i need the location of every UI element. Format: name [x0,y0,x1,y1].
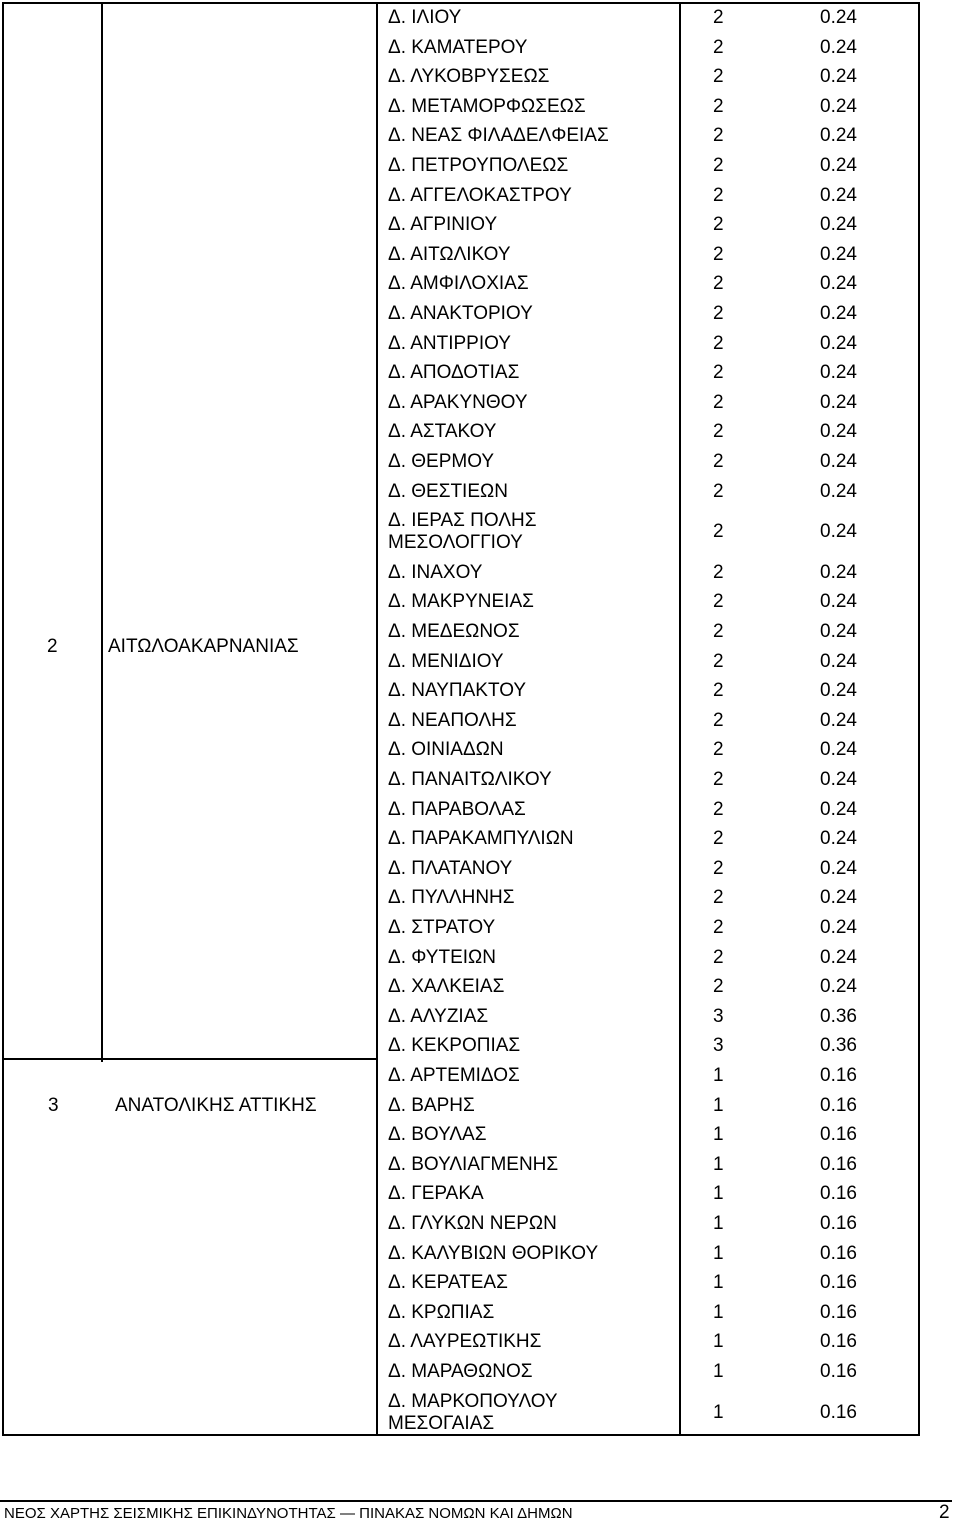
municipality-name: Δ. ΓΛΥΚΩΝ ΝΕΡΩΝ [388,1213,557,1234]
prefecture-number: 2 [47,635,58,657]
seismic-zone: 1 [713,1183,724,1205]
ground-acceleration: 0.24 [820,66,857,88]
ground-acceleration: 0.24 [820,95,857,117]
municipality-name: Δ. ΑΠΟΔΟΤΙΑΣ [388,362,520,384]
municipality-name: Δ. ΝΕΑΣ ΦΙΛΑΔΕΛΦΕΙΑΣ [388,125,609,147]
seismic-zone: 1 [713,1272,724,1294]
municipality-name-line2: ΜΕΣΟΛΟΓΓΙΟΥ [388,532,523,554]
seismic-zone: 2 [713,857,724,879]
seismic-zone: 2 [713,243,724,265]
ground-acceleration: 0.16 [820,1401,857,1423]
seismic-zone: 2 [713,828,724,850]
footer-title: ΝΕΟΣ ΧΑΡΤΗΣ ΣΕΙΣΜΙΚΗΣ ΕΠΙΚΙΝΔΥΝΟΤΗΤΑΣ ― ΠΙΝΑΚΑΣ ΝΟΜΩΝ ΚΑΙ ΔΗΜΩΝ [4,1505,573,1522]
ground-acceleration: 0.16 [820,1301,857,1323]
seismic-zone: 1 [713,1301,724,1323]
prefecture-name: ΑΙΤΩΛΟΑΚΑΡΝΑΝΙΑΣ [108,635,299,657]
municipality-name: Δ. ΛΥΚΟΒΡΥΣΕΩΣ [388,66,550,88]
seismic-zone: 2 [713,650,724,672]
municipality-name: Δ. ΑΓΡΙΝΙΟΥ [388,214,498,236]
ground-acceleration: 0.24 [820,391,857,413]
seismic-zone: 3 [713,1005,724,1027]
seismic-zone: 1 [713,1153,724,1175]
municipality-name: Δ. ΑΡΑΚΥΝΘΟΥ [388,391,528,413]
seismic-zone: 3 [713,1035,724,1057]
table-border-left [2,2,4,1436]
ground-acceleration: 0.24 [820,887,857,909]
ground-acceleration: 0.24 [820,591,857,613]
seismic-zone: 2 [713,680,724,702]
seismic-zone: 2 [713,480,724,502]
municipality-name: Δ. ΑΝΑΚΤΟΡΙΟΥ [388,303,533,324]
seismic-zone: 2 [713,273,724,295]
municipality-name: Δ. ΒΟΥΛΙΑΓΜΕΝΗΣ [388,1153,559,1175]
ground-acceleration: 0.24 [820,273,857,295]
seismic-zone: 1 [713,1242,724,1264]
ground-acceleration: 0.24 [820,621,857,642]
seismic-zone: 2 [713,303,724,324]
seismic-zone: 2 [713,7,724,28]
seismic-zone: 1 [713,1361,724,1382]
seismic-zone: 1 [713,1331,724,1353]
ground-acceleration: 0.24 [820,243,857,265]
municipality-name: Δ. ΑΛΥΖΙΑΣ [388,1005,489,1027]
seismic-zone: 1 [713,1124,724,1146]
seismic-zone: 2 [713,621,724,642]
ground-acceleration: 0.36 [820,1005,857,1027]
ground-acceleration: 0.16 [820,1124,857,1146]
municipality-name: Δ. ΠΑΡΑΒΟΛΑΣ [388,798,526,820]
seismic-zone: 2 [713,391,724,413]
seismic-zone: 2 [713,66,724,88]
seismic-zone: 2 [713,521,724,543]
municipality-name: Δ. ΒΟΥΛΑΣ [388,1124,487,1146]
seismic-zone: 2 [713,769,724,790]
ground-acceleration: 0.16 [820,1065,857,1086]
footer-rule [0,1500,952,1502]
municipality-name: Δ. ΚΕΚΡΟΠΙΑΣ [388,1035,521,1057]
seismic-zone: 2 [713,561,724,583]
table-border-right [918,2,920,1436]
ground-acceleration: 0.24 [820,917,857,938]
municipality-name: Δ. ΚΡΩΠΙΑΣ [388,1301,495,1323]
seismic-zone: 2 [713,739,724,761]
seismic-zone: 2 [713,451,724,472]
ground-acceleration: 0.24 [820,650,857,672]
municipality-name: Δ. ΓΕΡΑΚΑ [388,1183,484,1205]
ground-acceleration: 0.16 [820,1242,857,1264]
municipality-name: Δ. ΑΣΤΑΚΟΥ [388,421,497,443]
ground-acceleration: 0.16 [820,1361,857,1382]
municipality-name: Δ. ΑΝΤΙΡΡΙΟΥ [388,332,511,354]
municipality-name: Δ. ΝΕΑΠΟΛΗΣ [388,709,517,731]
municipality-name: Δ. ΒΑΡΗΣ [388,1094,475,1116]
ground-acceleration: 0.24 [820,451,857,472]
seismic-zone: 2 [713,184,724,206]
ground-acceleration: 0.24 [820,561,857,583]
table-border-top [2,2,920,4]
ground-acceleration: 0.24 [820,709,857,731]
ground-acceleration: 0.24 [820,7,857,28]
ground-acceleration: 0.24 [820,332,857,354]
municipality-name: Δ. ΚΑΜΑΤΕΡΟΥ [388,36,528,58]
municipality-name: Δ. ΜΕΝΙΔΙΟΥ [388,650,504,672]
municipality-name: Δ. ΜΑΡΚΟΠΟΥΛΟΥ [388,1390,558,1412]
municipality-name: Δ. ΙΝΑΧΟΥ [388,561,483,583]
ground-acceleration: 0.24 [820,769,857,790]
ground-acceleration: 0.24 [820,36,857,58]
ground-acceleration: 0.24 [820,125,857,147]
seismic-zone: 2 [713,798,724,820]
ground-acceleration: 0.24 [820,976,857,998]
seismic-zone: 2 [713,362,724,384]
municipality-name: Δ. ΑΙΤΩΛΙΚΟΥ [388,243,511,265]
seismic-zone: 2 [713,946,724,968]
seismic-zone: 1 [713,1094,724,1116]
group-divider [2,1058,378,1060]
municipality-name: Δ. ΝΑΥΠΑΚΤΟΥ [388,680,527,702]
seismic-zone: 2 [713,36,724,58]
seismic-zone: 2 [713,917,724,938]
ground-acceleration: 0.24 [820,184,857,206]
municipality-name-line2: ΜΕΣΟΓΑΙΑΣ [388,1412,495,1434]
municipality-name: Δ. ΑΜΦΙΛΟΧΙΑΣ [388,273,529,295]
seismic-zone: 2 [713,591,724,613]
ground-acceleration: 0.24 [820,857,857,879]
seismic-zone: 2 [713,421,724,443]
seismic-zone: 2 [713,332,724,354]
page-number: 2 [939,1502,950,1523]
ground-acceleration: 0.24 [820,480,857,502]
ground-acceleration: 0.36 [820,1035,857,1057]
municipality-name: Δ. ΦΥΤΕΙΩΝ [388,946,496,968]
seismic-zone: 2 [713,155,724,176]
municipality-name: Δ. ΠΕΤΡΟΥΠΟΛΕΩΣ [388,155,569,176]
municipality-name: Δ. ΟΙΝΙΑΔΩΝ [388,739,504,761]
ground-acceleration: 0.24 [820,798,857,820]
seismic-zone: 2 [713,709,724,731]
municipality-name: Δ. ΙΕΡΑΣ ΠΟΛΗΣ [388,510,537,532]
municipality-name: Δ. ΘΕΡΜΟΥ [388,451,495,472]
municipality-name: Δ. ΑΡΤΕΜΙΔΟΣ [388,1065,520,1086]
seismic-zone: 2 [713,95,724,117]
ground-acceleration: 0.24 [820,155,857,176]
seismic-zone: 2 [713,125,724,147]
municipality-name: Δ. ΠΥΛΛΗΝΗΣ [388,887,515,909]
prefecture-name: ΑΝΑΤΟΛΙΚΗΣ ΑΤΤΙΚΗΣ [115,1094,317,1116]
table-column-divider [101,2,103,1062]
ground-acceleration: 0.16 [820,1213,857,1234]
table-column-divider [679,2,681,1436]
ground-acceleration: 0.16 [820,1272,857,1294]
municipality-name: Δ. ΜΕΤΑΜΟΡΦΩΣΕΩΣ [388,95,586,117]
seismic-zone: 2 [713,887,724,909]
municipality-name: Δ. ΠΛΑΤΑΝΟΥ [388,857,513,879]
ground-acceleration: 0.16 [820,1331,857,1353]
municipality-name: Δ. ΠΑΝΑΙΤΩΛΙΚΟΥ [388,769,552,790]
prefecture-label [48,1095,368,1117]
ground-acceleration: 0.24 [820,362,857,384]
municipality-name: Δ. ΜΑΚΡΥΝΕΙΑΣ [388,591,534,613]
ground-acceleration: 0.24 [820,303,857,324]
municipality-name: Δ. ΠΑΡΑΚΑΜΠΥΛΙΩΝ [388,828,574,850]
seismic-zone: 2 [713,976,724,998]
seismic-zone: 1 [713,1065,724,1086]
ground-acceleration: 0.24 [820,214,857,236]
municipality-name: Δ. ΜΕΔΕΩΝΟΣ [388,621,520,642]
municipality-name: Δ. ΘΕΣΤΙΕΩΝ [388,480,508,502]
seismic-zone: 1 [713,1213,724,1234]
ground-acceleration: 0.24 [820,680,857,702]
municipality-name: Δ. ΛΑΥΡΕΩΤΙΚΗΣ [388,1331,542,1353]
municipality-name: Δ. ΙΛΙΟΥ [388,7,462,28]
ground-acceleration: 0.24 [820,421,857,443]
ground-acceleration: 0.16 [820,1094,857,1116]
seismic-zone: 2 [713,214,724,236]
prefecture-number: 3 [48,1094,59,1116]
municipality-name: Δ. ΧΑΛΚΕΙΑΣ [388,976,505,998]
table-column-divider [376,2,378,1436]
ground-acceleration: 0.24 [820,946,857,968]
municipality-name: Δ. ΣΤΡΑΤΟΥ [388,917,496,938]
ground-acceleration: 0.24 [820,521,857,543]
ground-acceleration: 0.16 [820,1153,857,1175]
municipality-name: Δ. ΜΑΡΑΘΩΝΟΣ [388,1361,533,1382]
municipality-name: Δ. ΚΑΛΥΒΙΩΝ ΘΟΡΙΚΟΥ [388,1242,599,1264]
municipality-name: Δ. ΚΕΡΑΤΕΑΣ [388,1272,508,1294]
ground-acceleration: 0.24 [820,828,857,850]
ground-acceleration: 0.16 [820,1183,857,1205]
prefecture-label [47,636,367,658]
ground-acceleration: 0.24 [820,739,857,761]
seismic-zone: 1 [713,1401,724,1423]
municipality-name: Δ. ΑΓΓΕΛΟΚΑΣΤΡΟΥ [388,184,572,206]
